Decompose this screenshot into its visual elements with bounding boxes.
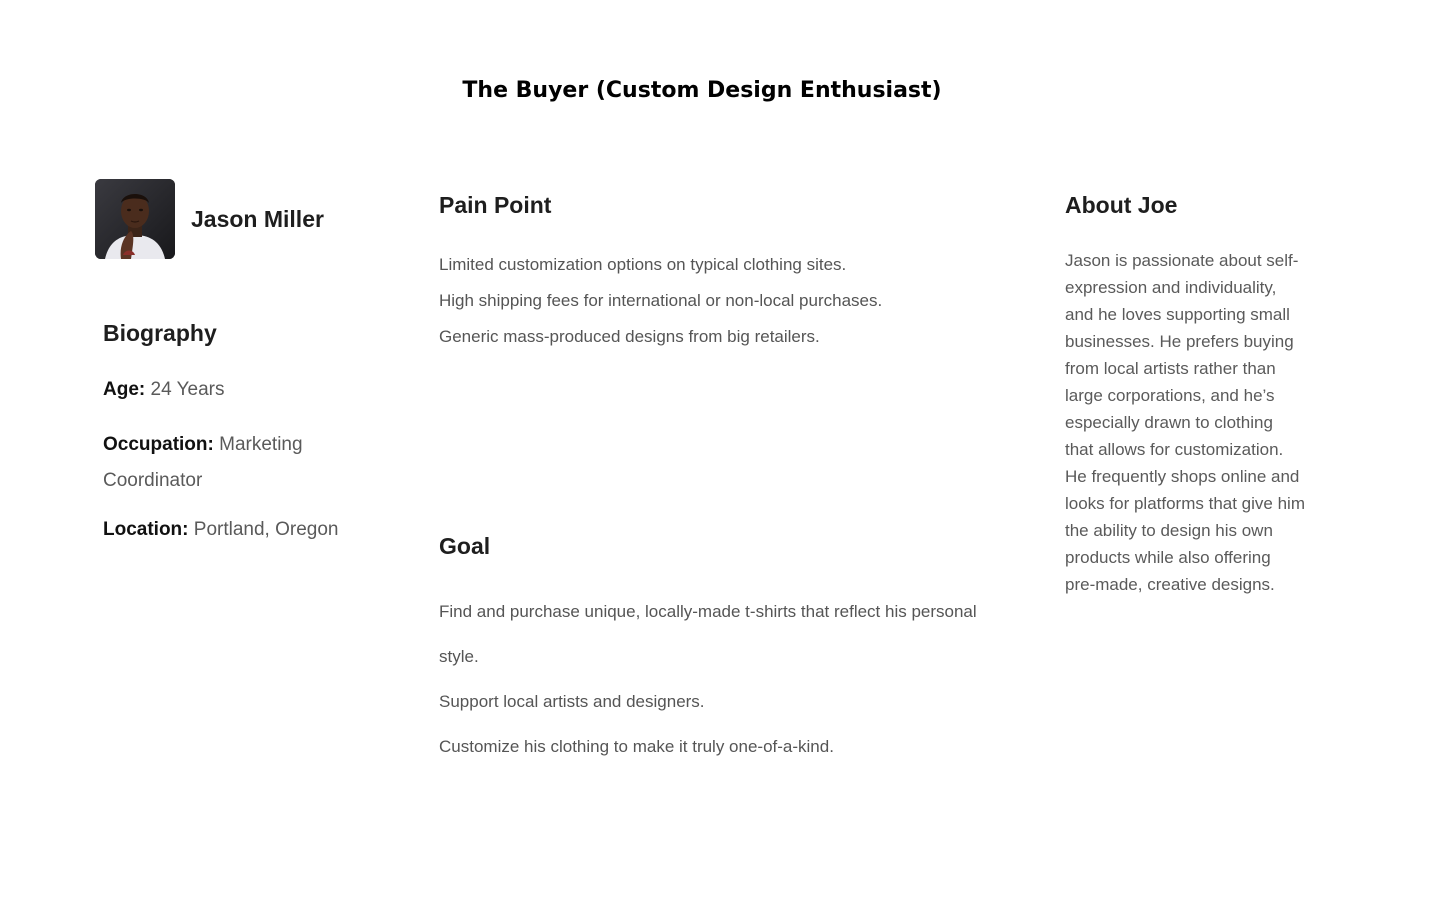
goal-list (439, 589, 979, 769)
pain-point-list (439, 247, 882, 355)
list-item: High shipping fees for international or non-local purchases. (439, 291, 883, 310)
bio-occupation-label: Occupation: (103, 434, 214, 455)
about-heading: About Joe (1065, 192, 1178, 218)
bio-location-label: Location: (103, 519, 189, 540)
bio-location (103, 512, 403, 548)
bio-age-label: Age: (103, 379, 146, 400)
list-item: Limited customization options on typical clothing sites. (439, 255, 847, 274)
about-text: Jason is passionate about self-expression and individuality, and he loves supporting small businesses. He prefers buying from local artists rather than large corporations, and he’s especially drawn to clothing that allows for customization. He frequently shops online and looks for platforms that give him the ability to design his own products while also offering pre-made, creative designs. (1065, 251, 1305, 594)
biography-heading: Biography (103, 320, 217, 346)
persona-name: Jason Miller (191, 206, 324, 232)
list-item: Find and purchase unique, locally-made t-shirts that reflect his personal style. (439, 602, 977, 666)
bio-occupation-value: Marketing Coordinator (103, 434, 303, 491)
goal-heading: Goal (439, 533, 491, 559)
list-item: Support local artists and designers. (439, 692, 705, 711)
pain-point-heading: Pain Point (439, 192, 552, 218)
bio-age-value: 24 Years (150, 379, 225, 400)
avatar (95, 179, 175, 259)
bio-age (103, 372, 383, 408)
bio-location-value: Portland, Oregon (193, 519, 339, 540)
list-item: Generic mass-produced designs from big retailers. (439, 327, 820, 346)
list-item: Customize his clothing to make it truly one-of-a-kind. (439, 737, 834, 756)
page-title: The Buyer (Custom Design Enthusiast) (462, 78, 942, 103)
bio-occupation (103, 427, 383, 499)
portrait-photo-icon (95, 179, 175, 259)
